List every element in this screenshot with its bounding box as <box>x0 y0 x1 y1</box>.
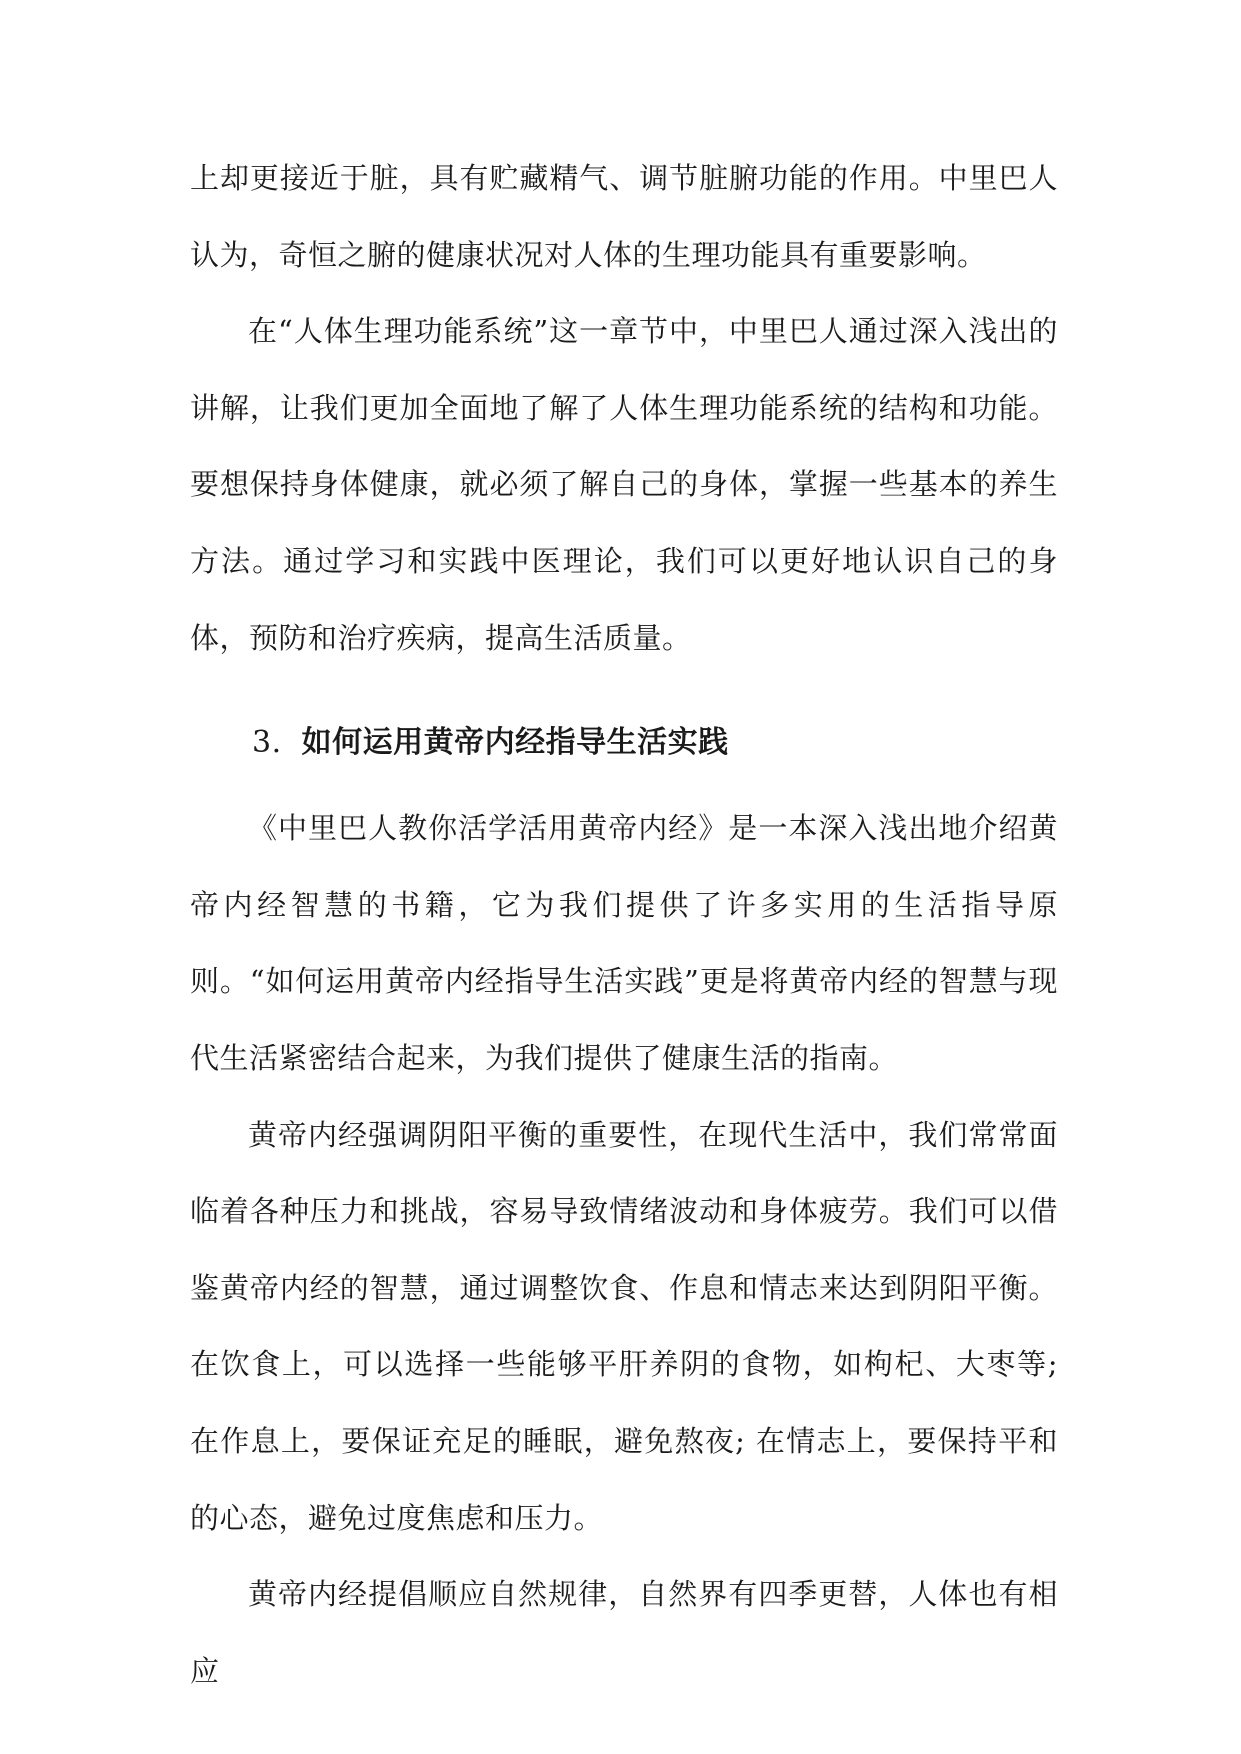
paragraph-3: 《中里巴人教你活学活用黄帝内经》是一本深入浅出地介绍黄帝内经智慧的书籍，它为我们提供了许多实用的生活指导原则。“如何运用黄帝内经指导生活实践”更是将黄帝内经的智慧与现代生活紧密结合起来，为我们提供了健康生活的指南。 <box>190 811 1058 1075</box>
section-heading <box>190 700 1058 786</box>
paragraph-1: 上却更接近于脏，具有贮藏精气、调节脏腑功能的作用。中里巴人认为，奇恒之腑的健康状况对人体的生理功能具有重要影响。 <box>190 161 1058 272</box>
paragraph-4: 黄帝内经强调阴阳平衡的重要性，在现代生活中，我们常常面临着各种压力和挑战，容易导致情绪波动和身体疲劳。我们可以借鉴黄帝内经的智慧，通过调整饮食、作息和情志来达到阴阳平衡。在饮食上，可以选择一些能够平肝养阴的食物，如枸杞、大枣等; 在作息上，要保证充足的睡眠，避免熬夜; 在情志上，要保持平和的心态，避免过度焦虑和压力。 <box>190 1117 1058 1535</box>
paragraph-5: 黄帝内经提倡顺应自然规律，自然界有四季更替，人体也有相应 <box>190 1577 1058 1688</box>
section-title: 如何运用黄帝内经指导生活实践 <box>301 725 729 761</box>
section-number: 3. <box>252 725 282 761</box>
paragraph-2: 在“人体生理功能系统”这一章节中，中里巴人通过深入浅出的讲解，让我们更加全面地了解了人体生理功能系统的结构和功能。要想保持身体健康，就必须了解自己的身体，掌握一些基本的养生方法。通过学习和实践中医理论，我们可以更好地认识自己的身体，预防和治疗疾病，提高生活质量。 <box>190 314 1058 655</box>
document-body <box>190 140 1058 1709</box>
